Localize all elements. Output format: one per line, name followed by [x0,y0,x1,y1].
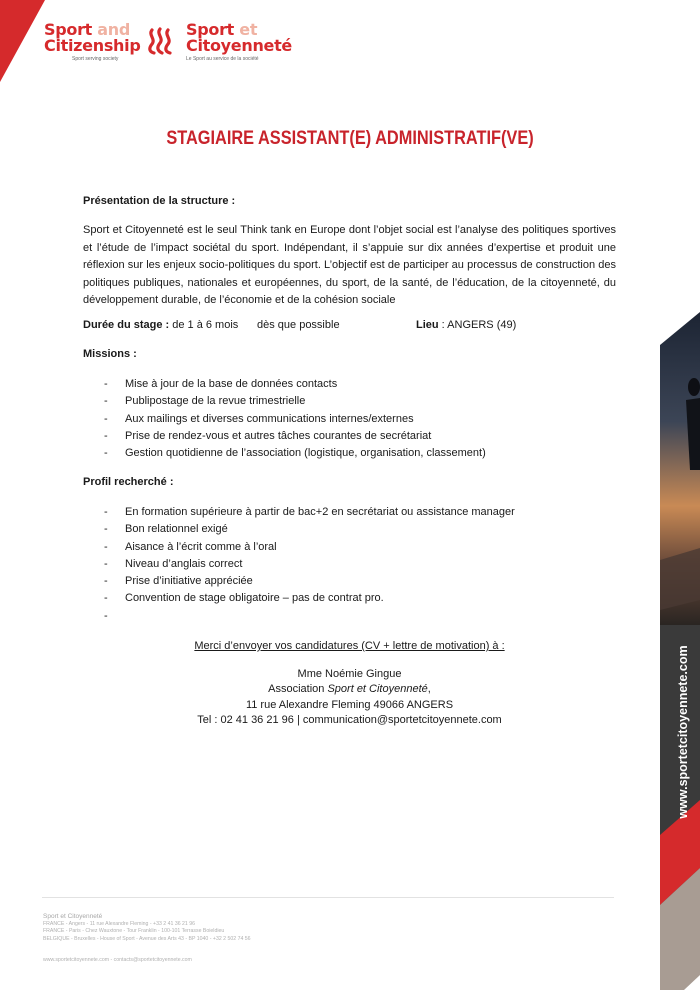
list-item: - Mise à jour de la base de données contacts [104,378,338,390]
contact-intro: Merci d’envoyer vos candidatures (CV + lettre de motivation) à : [194,640,505,652]
duration-value: de 1 à 6 mois [169,319,239,331]
contact-organization: Association Sport et Citoyenneté, [268,683,431,695]
list-item: - Aisance à l’écrit comme à l’oral [104,540,277,553]
footer-line-1: FRANCE - Angers - 11 rue Alexandre Fleming - +33 2 41 36 21 96 [43,920,196,927]
missions-heading: Missions : [83,348,137,360]
logo-sport-et-citoyennete: Sport et Citoyenneté Le Sport au service de la société [186,20,292,62]
location-value: : ANGERS (49) [438,319,517,331]
contact-name: Mme Noémie Gingue [297,667,402,680]
location-label: Lieu [416,319,439,331]
location-info [416,319,516,331]
contact-phone-email[interactable]: Tel : 02 41 36 21 96 | communication@sportetcitoyennete.com [197,714,502,726]
list-item: - Gestion quotidienne de l’association (logistique, organisation, classement) [104,447,486,460]
presentation-heading: Présentation de la structure : [83,195,236,207]
footer-line-3: BELGIQUE - Bruxelles - House of Sport - Avenue des Arts 43 - BP 1040 - +32 2 502 74 56 [43,935,251,942]
presentation-text: Sport et Citoyenneté est le seul Think tank en Europe dont l’objet social est l’analyse des politiques sportives et l’étude de l’impact sociétal du sport. Indépendant, il s’appuie sur dix années d’expertise et produit une réflexion sur les enjeux socio-politiques du sport. L’objectif est de participer au processus de construction des politiques publiques, nationales et européennes, du sport, de la santé, de l’éducation, de la citoyenneté, du développement durable, de l’économie et de la cohésion sociale [83,224,616,306]
footer-address-block [43,913,251,943]
list-item: - Publipostage de la revue trimestrielle [104,395,306,408]
side-decorative-strip [660,0,700,990]
missions-list [104,376,486,462]
list-item: - Niveau d’anglais correct [104,557,243,570]
contact-block [83,639,616,729]
profil-list: - En formation supérieure à partir de bac+2 en secrétariat ou assistance manager - Bon relationnel exigé - Aisance à l’écrit comme à l’oral - Niveau d’anglais correct - Prise d’initiative appréciée - Convention de stage obligatoire – pas de contrat pro. - [104,506,515,622]
logo-mark-icon [146,26,176,56]
contact-address: 11 rue Alexandre Fleming 49066 ANGERS [245,698,454,711]
footer-line-2: FRANCE - Paris - Chez Wauxtone - Tour Franklin - 100-101 Terrasse Boieldieu [43,928,225,934]
footer-web[interactable]: www.sportetcitoyennete.com - contacts@sportetcitoyennete.com [43,957,192,963]
duration-label: Durée du stage : [83,319,170,331]
corner-triangle [0,0,45,82]
list-item: - Prise de rendez-vous et autres tâches courantes de secrétariat [104,429,432,442]
presentation-section [83,193,616,211]
duration-info [83,319,238,331]
list-item: - Prise d’initiative appréciée [104,575,253,588]
list-item: - Bon relationnel exigé [104,523,228,536]
page-title: STAGIAIRE ASSISTANT(E) ADMINISTRATIF(VE) [166,128,534,149]
logo-sport-and-citizenship: Sport and Citizenship Sport serving society [44,20,141,62]
list-item: - Convention de stage obligatoire – pas de contrat pro. [104,592,384,605]
start-date: dès que possible [257,319,340,331]
footer-org: Sport et Citoyenneté [43,913,103,920]
footer-divider [42,897,614,898]
list-item: - En formation supérieure à partir de bac+2 en secrétariat ou assistance manager [104,506,515,518]
list-item: - Aux mailings et diverses communications internes/externes [104,412,414,425]
profil-heading: Profil recherché : [83,476,174,488]
